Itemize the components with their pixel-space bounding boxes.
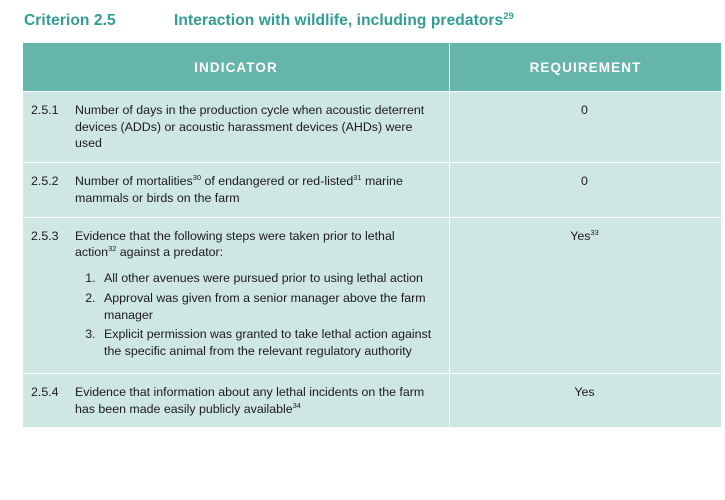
footnote-marker: 34 — [292, 400, 301, 410]
footnote-marker: 30 — [192, 173, 202, 183]
indicator-cell — [23, 163, 450, 217]
list-item: 1. All other avenues were pursued prior to using lethal action — [99, 270, 439, 287]
requirement-value: 0 — [581, 103, 588, 117]
indicator-cell — [23, 92, 450, 163]
indicator-number: 2.5.3 — [31, 228, 59, 243]
footnote-marker: 32 — [108, 244, 117, 254]
indicator-text-part: of endangered or red-listed — [201, 174, 354, 189]
requirement-value: Yes — [574, 384, 595, 399]
indicator-text-part: Evidence that information about any lethal incidents on the farm has been made easily publicly available — [75, 384, 425, 416]
footnote-marker: 33 — [590, 227, 599, 237]
indicator-text — [75, 173, 439, 206]
list-item: 2. Approval was given from a senior manager above the farm manager — [99, 290, 439, 323]
criteria-table — [22, 42, 722, 428]
table-row — [23, 217, 722, 373]
criterion-title-text: Interaction with wildlife, including predators — [174, 12, 504, 29]
table-row — [23, 92, 722, 163]
table-body — [23, 92, 722, 428]
footnote-marker: 31 — [353, 173, 362, 183]
steps-list — [75, 270, 439, 360]
indicator-cell — [23, 217, 450, 373]
criterion-heading — [24, 12, 703, 30]
indicator-text-part: marine mammals or birds on the farm — [75, 174, 403, 205]
indicator-text-part: Number of mortalities — [75, 174, 193, 189]
indicator-cell — [23, 373, 450, 427]
criterion-title — [174, 12, 514, 30]
table-row — [23, 163, 722, 217]
requirement-cell — [450, 92, 722, 163]
indicator-number: 2.5.4 — [31, 384, 59, 399]
table-header-row — [23, 43, 722, 92]
indicator-number: 2.5.2 — [31, 174, 59, 189]
column-header-requirement: REQUIREMENT — [450, 43, 722, 92]
requirement-value: Yes — [570, 228, 591, 243]
requirement-cell — [450, 217, 722, 373]
indicator-text — [75, 228, 439, 363]
criterion-number: Criterion 2.5 — [24, 12, 116, 29]
indicator-number: 2.5.1 — [31, 103, 59, 117]
table-header — [23, 43, 722, 92]
indicator-text-part: against a predator: — [116, 245, 224, 260]
indicator-text: Number of days in the production cycle when acoustic deterrent devices (ADDs) or acoustic harassment devices (AHDs) were used — [75, 103, 425, 151]
requirement-value: 0 — [581, 174, 588, 189]
list-item: 3. Explicit permission was granted to take lethal action against the specific animal from the relevant regulatory authority — [99, 326, 439, 359]
table-row — [23, 373, 722, 427]
indicator-text-part: Evidence that the following steps were taken prior to lethal action — [75, 228, 395, 260]
requirement-cell — [450, 373, 722, 427]
requirement-cell — [450, 163, 722, 217]
column-header-indicator: INDICATOR — [23, 43, 450, 92]
criterion-title-footnote: 29 — [503, 10, 514, 21]
indicator-text — [75, 384, 439, 417]
